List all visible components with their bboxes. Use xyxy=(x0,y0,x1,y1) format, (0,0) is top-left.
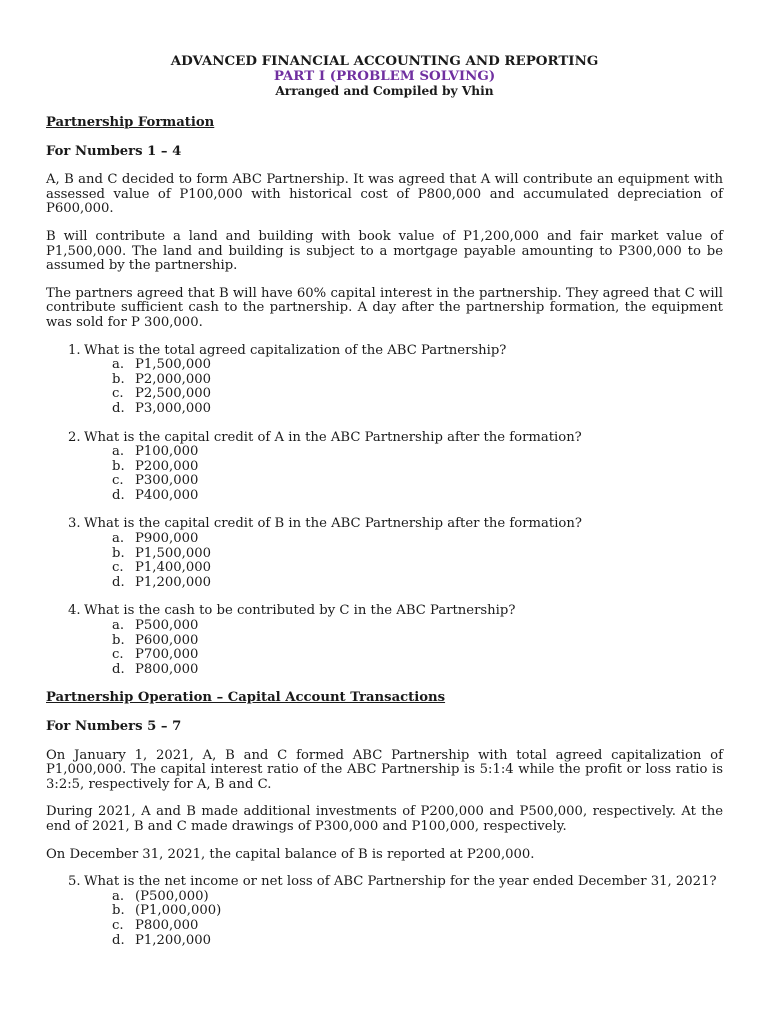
document-header xyxy=(46,54,723,98)
choice-text: P700,000 xyxy=(135,647,199,663)
choice-text: P500,000 xyxy=(135,618,199,634)
problem-paragraph: B will contribute a land and building with book value of P1,200,000 and fair market value of P1,500,000. The land and building is subject to a mortgage payable amounting to P300,000 to be assumed by the partnership. xyxy=(46,228,723,274)
answer-choice xyxy=(112,402,723,417)
question-stem xyxy=(46,344,723,359)
choice-letter: c. xyxy=(112,647,124,663)
question-number: 2. xyxy=(68,429,81,445)
answer-choice xyxy=(112,904,723,919)
choice-letter: a. xyxy=(112,531,125,547)
document-part-subtitle: PART I (PROBLEM SOLVING) xyxy=(273,68,496,84)
answer-choice xyxy=(112,358,723,373)
choice-text: (P500,000) xyxy=(135,888,209,904)
choice-letter: d. xyxy=(112,661,125,677)
choice-text: P600,000 xyxy=(135,632,199,648)
problem-paragraph: During 2021, A and B made additional investments of P200,000 and P500,000, respectively. At the end of 2021, B and C made drawings of P300,000 and P100,000, respectively. xyxy=(46,804,723,834)
question-stem xyxy=(46,875,723,890)
document-title: ADVANCED FINANCIAL ACCOUNTING AND REPORTING xyxy=(170,53,599,69)
document-section xyxy=(46,116,723,677)
choice-text: P800,000 xyxy=(135,661,199,677)
choice-text: P1,200,000 xyxy=(135,574,211,590)
answer-choice xyxy=(112,634,723,649)
choice-letter: b. xyxy=(112,371,125,387)
choice-letter: c. xyxy=(112,473,124,489)
answer-choice xyxy=(112,619,723,634)
question-range-heading: For Numbers 5 – 7 xyxy=(46,719,182,734)
choice-text: P1,200,000 xyxy=(135,932,211,948)
choice-letter: a. xyxy=(112,888,125,904)
question-number: 5. xyxy=(68,874,81,890)
answer-choice xyxy=(112,474,723,489)
choice-text: P400,000 xyxy=(135,487,199,503)
choice-list xyxy=(46,619,723,677)
problem-paragraph: The partners agreed that B will have 60% capital interest in the partnership. They agreed that C will contribute sufficient cash to the partnership. A day after the partnership formation, the equipment was sold for P 300,000. xyxy=(46,285,723,330)
problem-paragraph: On December 31, 2021, the capital balance of B is reported at P200,000. xyxy=(46,846,535,862)
choice-list xyxy=(46,445,723,503)
question-number: 4. xyxy=(68,603,81,619)
choice-letter: d. xyxy=(112,574,125,590)
choice-text: P100,000 xyxy=(135,444,199,460)
choice-text: P900,000 xyxy=(135,531,199,547)
question-stem xyxy=(46,517,723,532)
problem-paragraph: On January 1, 2021, A, B and C formed ABC Partnership with total agreed capitalization of P1,000,000. The capital interest ratio of the ABC Partnership is 5:1:4 while the profit or loss ratio is 3:2:5, respectively for A, B and C. xyxy=(46,747,723,792)
section-heading: Partnership Formation xyxy=(46,115,215,130)
choice-list xyxy=(46,532,723,590)
section-heading: Partnership Operation – Capital Account Transactions xyxy=(46,690,446,706)
answer-choice xyxy=(112,373,723,388)
question-text: What is the capital credit of B in the ABC Partnership after the formation? xyxy=(84,516,582,532)
choice-text: (P1,000,000) xyxy=(135,903,222,919)
answer-choice xyxy=(112,387,723,402)
answer-choice xyxy=(112,890,723,905)
question-item xyxy=(46,875,723,948)
question-stem xyxy=(46,431,723,446)
question-item xyxy=(46,344,723,417)
choice-letter: d. xyxy=(112,487,125,503)
question-item xyxy=(46,431,723,504)
question-text: What is the total agreed capitalization of the ABC Partnership? xyxy=(84,342,507,358)
question-text: What is the cash to be contributed by C in the ABC Partnership? xyxy=(84,603,516,619)
question-number: 1. xyxy=(68,342,81,358)
answer-choice xyxy=(112,663,723,678)
choice-letter: a. xyxy=(112,618,125,634)
choice-letter: b. xyxy=(112,545,125,561)
answer-choice xyxy=(112,561,723,576)
document-section xyxy=(46,691,723,948)
choice-letter: b. xyxy=(112,458,125,474)
answer-choice xyxy=(112,576,723,591)
answer-choice xyxy=(112,919,723,934)
choice-letter: c. xyxy=(112,917,124,933)
choice-letter: d. xyxy=(112,932,125,948)
answer-choice xyxy=(112,489,723,504)
choice-letter: c. xyxy=(112,386,124,402)
question-text: What is the capital credit of A in the ABC Partnership after the formation? xyxy=(84,429,582,445)
choice-text: P1,500,000 xyxy=(135,545,211,561)
choice-text: P1,400,000 xyxy=(135,560,211,576)
choice-text: P2,500,000 xyxy=(135,386,211,402)
document-author: Arranged and Compiled by Vhin xyxy=(275,84,494,98)
question-stem xyxy=(46,604,723,619)
problem-paragraph: A, B and C decided to form ABC Partnership. It was agreed that A will contribute an equipment with assessed value of P100,000 with historical cost of P800,000 and accumulated depreciation of P600,000. xyxy=(46,172,723,217)
document-page xyxy=(46,54,723,962)
answer-choice xyxy=(112,934,723,949)
choice-letter: a. xyxy=(112,444,125,460)
choice-list xyxy=(46,358,723,416)
choice-text: P1,500,000 xyxy=(135,357,211,373)
document-body xyxy=(46,116,723,948)
choice-text: P800,000 xyxy=(135,917,199,933)
answer-choice xyxy=(112,547,723,562)
answer-choice xyxy=(112,648,723,663)
answer-choice xyxy=(112,532,723,547)
question-range-heading: For Numbers 1 – 4 xyxy=(46,143,182,159)
question-text: What is the net income or net loss of ABC Partnership for the year ended December 31, 2021? xyxy=(84,874,717,890)
choice-letter: c. xyxy=(112,560,124,576)
choice-letter: b. xyxy=(112,632,125,648)
question-number: 3. xyxy=(68,516,81,532)
choice-text: P200,000 xyxy=(135,458,199,474)
choice-text: P2,000,000 xyxy=(135,371,211,387)
question-item xyxy=(46,604,723,677)
answer-choice xyxy=(112,460,723,475)
choice-letter: d. xyxy=(112,400,125,416)
choice-list xyxy=(46,890,723,948)
choice-text: P3,000,000 xyxy=(135,400,211,416)
choice-letter: a. xyxy=(112,357,125,373)
choice-text: P300,000 xyxy=(135,473,199,489)
question-item xyxy=(46,517,723,590)
answer-choice xyxy=(112,445,723,460)
choice-letter: b. xyxy=(112,903,125,919)
